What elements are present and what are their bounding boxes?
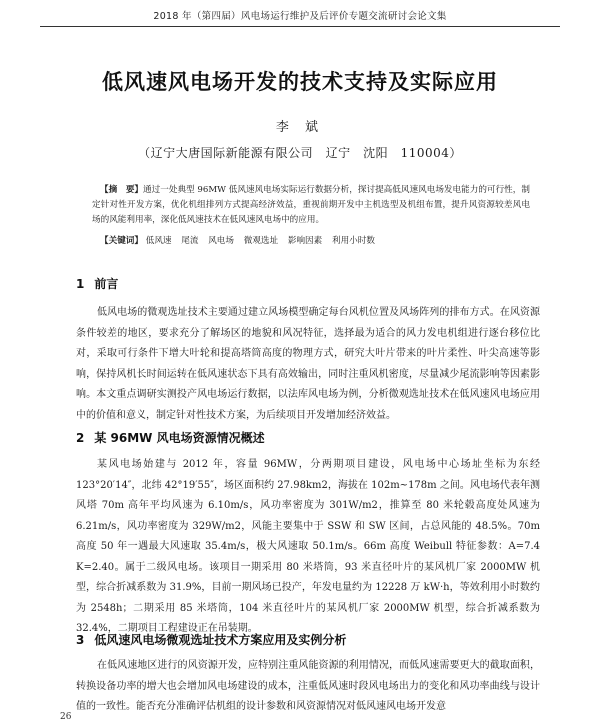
section-number: 2	[76, 431, 85, 445]
keyword: 低风速	[145, 236, 172, 246]
abstract-label: 【摘 要】	[100, 185, 144, 195]
abstract-text: 通过一处典型 96MW 低风速风电场实际运行数据分析，探讨提高低风速风电场发电能力的可行性，制定针对性开发方案，优化机组排列方式提高经济效益，重视前期开发中主机选型及机组布置，提升风资源较差风电场的风能利用率，深化低风速技术在低风速风电场中的应用。	[92, 185, 530, 226]
running-head: 2018 年（第四届）风电场运行维护及后评价专题交流研讨会论文集	[40, 8, 560, 27]
keywords	[92, 234, 530, 249]
paper-title: 低风速风电场开发的技术支持及实际应用	[102, 70, 498, 94]
section-2-paragraph: 某风电场始建与 2012 年，容量 96MW，分两期项目建设，风电场中心场址坐标为东经 123°20′14″，北纬 42°19′55″，场区面积约 27.98km2，海拔在 102m~178m 之间。风电场代表年测风塔 70m 高年平均风速为 6.10m/s，风功率密度为 301W/m2，推算至 80 米轮毂高度处风速为 6.21m/s，风功率密度为 329W/m2，风能主要集中于 SSW 和 SW 区间，占总风能的 48.5%。70m 高度 50 年一遇最大风速取 35.4m/s，极大风速取 50.1m/s。66m 高度 Weibull 特征参数：A=7.4 K=2.40。属于二级风电场。该项目一期采用 80 米塔筒，93 米直径叶片的某风机厂家 2000MW 机型，综合折减系数为 31.9%，目前一期风场已投产，年发电量约为 12228 万 kW·h，等效利用小时数约为 2548h；二期采用 85 米塔筒，104 米直径叶片的某风机厂家 2000MW 机型，综合折减系数为 32.4%，二期项目工程建设正在吊装期。	[76, 459, 540, 634]
section-1-paragraph: 低风电场的微观选址技术主要通过建立风场模型确定每台风机位置及风场阵列的排布方式。在风资源条件较差的地区，要求充分了解场区的地貌和风况特征，选择最为适合的风力发电机组进行逐台移位比对，采取可行条件下增大叶轮和提高塔筒高度的物理方式，研究大叶片带来的叶片柔性、叶尖高速等影响，保持风机长时间运转在低风速状态下具有高效输出，同时注重风机密度，尽量减少尾流影响等因素影响。本文重点调研实测投产风电场运行数据，以法库风电场为例，分析微观选址技术在低风速风电场应用中的价值和意义，制定针对性技术方案，为后续项目开发增加经济效益。	[76, 307, 540, 421]
section-heading-2	[76, 429, 265, 446]
keyword: 微观选址	[243, 236, 279, 246]
section-3-paragraph: 在低风速地区进行的风资源开发，应特别注重风能资源的利用情况，而低风速需要更大的截取面积，转换设备功率的增大也会增加风电场建设的成本，注重低风速时段风电场出力的变化和风功率曲线与设计值的一致性。能否充分准确评估机组的设计参数和风资源情况对低风速风电场开发意	[76, 660, 540, 712]
keyword: 影响因素	[287, 236, 323, 246]
section-heading-1	[76, 275, 118, 292]
page-number: 26	[60, 712, 72, 722]
section-number: 1	[76, 277, 85, 291]
author-affiliation: （辽宁大唐国际新能源有限公司 辽宁 沈阳 110004）	[138, 146, 462, 160]
section-title: 低风速风电场微观选址技术方案应用及实例分析	[94, 633, 347, 647]
keywords-label: 【关键词】	[100, 236, 143, 246]
keyword: 风电场	[208, 236, 234, 246]
abstract	[92, 183, 530, 229]
section-title: 某 96MW 风电场资源情况概述	[94, 431, 265, 445]
section-title: 前言	[94, 277, 119, 291]
section-heading-3	[76, 631, 346, 648]
section-number: 3	[76, 633, 85, 647]
author-name: 李 斌	[275, 120, 325, 135]
keyword: 尾流	[181, 236, 199, 246]
keyword: 利用小时数	[331, 236, 375, 246]
